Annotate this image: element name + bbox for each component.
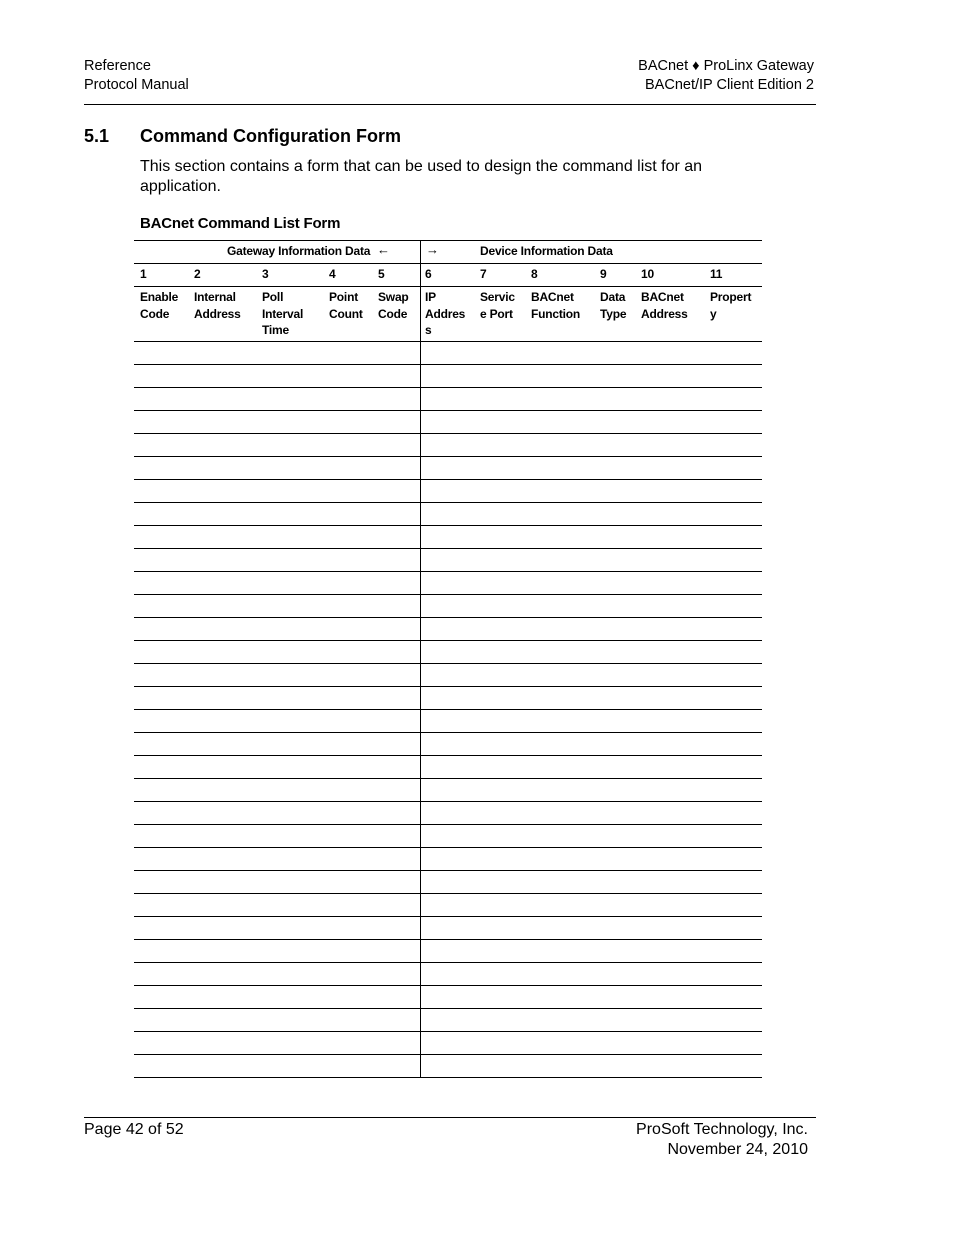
column-label (378, 289, 409, 322)
column-label-line: Point (329, 290, 358, 304)
blank-row-rule (134, 387, 762, 388)
column-label-line: Poll (262, 290, 284, 304)
blank-row-rule (134, 1008, 762, 1009)
blank-row-rule (134, 962, 762, 963)
gateway-information-header: Gateway Information Data (227, 244, 371, 258)
column-label-line: Data (600, 290, 626, 304)
blank-row-rule (134, 985, 762, 986)
blank-row-rule (134, 916, 762, 917)
blank-row-rule (134, 893, 762, 894)
column-number: 7 (480, 267, 487, 281)
blank-row-rule (134, 801, 762, 802)
blank-row-rule (134, 640, 762, 641)
column-label (194, 289, 241, 322)
column-label (710, 289, 751, 322)
blank-row-rule (134, 939, 762, 940)
blank-row-rule (134, 617, 762, 618)
header-row-rule (134, 263, 762, 264)
column-label-line: Count (329, 306, 363, 321)
column-label-line: Code (378, 306, 408, 321)
page-footer-right (636, 1120, 808, 1159)
header-divider (84, 104, 816, 105)
right-arrow-icon: → (426, 242, 439, 257)
column-number: 6 (425, 267, 432, 281)
blank-row-rule (134, 870, 762, 871)
column-label-line: e Port (480, 306, 513, 321)
blank-row-rule (134, 1077, 762, 1078)
blank-row-rule (134, 663, 762, 664)
column-label-line: Interval (262, 306, 304, 321)
blank-row-rule (134, 1054, 762, 1055)
column-number-rule (134, 286, 762, 287)
column-number: 3 (262, 267, 269, 281)
column-label (329, 289, 363, 322)
column-number: 1 (140, 267, 147, 281)
form-title: BACnet Command List Form (140, 215, 341, 232)
footer-page-number: Page 42 of 52 (84, 1121, 184, 1138)
header-protocol-manual: Protocol Manual (84, 77, 189, 93)
blank-row-rule (134, 824, 762, 825)
section-number: 5.1 (84, 126, 110, 146)
column-label-line: Code (140, 306, 170, 321)
page-header-right (638, 57, 814, 95)
column-label (262, 289, 303, 339)
column-label-line: Type (600, 306, 627, 321)
blank-row-rule (134, 410, 762, 411)
section-title: Command Configuration Form (140, 126, 401, 146)
column-number: 8 (531, 267, 538, 281)
blank-row-rule (134, 571, 762, 572)
left-arrow-icon: ← (377, 242, 390, 257)
column-label (425, 289, 465, 339)
column-label-line: Time (262, 323, 289, 337)
blank-row-rule (134, 778, 762, 779)
blank-row-rule (134, 433, 762, 434)
column-label-line: s (425, 323, 432, 337)
column-label-line: Address (641, 306, 688, 321)
column-number: 5 (378, 267, 385, 281)
column-label-line: Address (194, 306, 241, 321)
column-label (140, 289, 178, 322)
device-information-header: Device Information Data (480, 244, 613, 258)
column-label (600, 289, 626, 322)
column-number: 2 (194, 267, 201, 281)
blank-row-rule (134, 525, 762, 526)
column-label-line: Addres (425, 306, 466, 321)
blank-row-rule (134, 686, 762, 687)
header-product: BACnet ♦ ProLinx Gateway (638, 58, 814, 74)
column-label-line: Servic (480, 290, 515, 304)
column-label (641, 289, 688, 322)
header-reference: Reference (84, 58, 151, 74)
column-label (531, 289, 580, 322)
blank-row-rule (134, 479, 762, 480)
blank-row-rule (134, 548, 762, 549)
column-label-line: IP (425, 290, 436, 304)
footer-date: November 24, 2010 (667, 1140, 808, 1158)
column-label-line: y (710, 306, 717, 321)
blank-row-rule (134, 594, 762, 595)
footer-divider (84, 1117, 816, 1118)
gateway-device-divider (420, 240, 421, 1077)
column-label-line: BACnet (641, 290, 684, 304)
column-label-line: Enable (140, 290, 179, 304)
column-label-line: BACnet (531, 290, 574, 304)
section-intro: This section contains a form that can be used to design the command list for an application. (140, 158, 703, 195)
column-number: 10 (641, 267, 654, 281)
column-label-line: Function (531, 306, 581, 321)
blank-row-rule (134, 732, 762, 733)
header-edition: BACnet/IP Client Edition 2 (645, 77, 814, 93)
column-number: 9 (600, 267, 607, 281)
blank-row-rule (134, 1031, 762, 1032)
column-label-line: Internal (194, 290, 236, 304)
blank-row-rule (134, 456, 762, 457)
blank-row-rule (134, 502, 762, 503)
column-number: 11 (710, 267, 723, 281)
footer-company: ProSoft Technology, Inc. (636, 1121, 808, 1138)
blank-row-rule (134, 709, 762, 710)
blank-row-rule (134, 755, 762, 756)
column-number: 4 (329, 267, 336, 281)
column-label (480, 289, 515, 322)
blank-row-rule (134, 847, 762, 848)
page-header-left (84, 57, 189, 95)
table-top-rule (134, 240, 762, 241)
blank-row-rule (134, 364, 762, 365)
column-label-line: Propert (710, 290, 752, 304)
column-label-line: Swap (378, 290, 409, 304)
command-list-form-table (134, 240, 762, 1082)
column-label-rule (134, 341, 762, 342)
